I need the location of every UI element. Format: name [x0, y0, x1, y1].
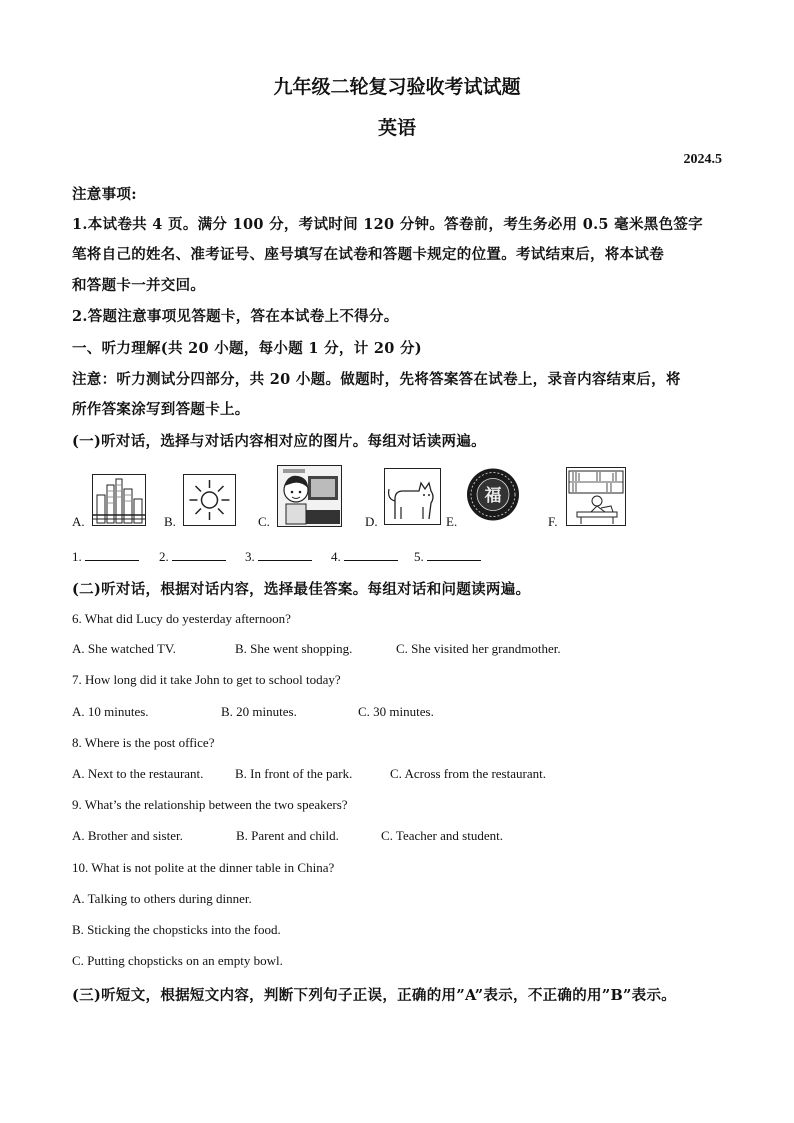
answer-blank-5[interactable] [414, 548, 481, 565]
boy-computer-icon [277, 465, 342, 527]
question-8: 8. Where is the post office? [72, 735, 215, 750]
city-buildings-icon [92, 474, 146, 526]
blank-number: 4. [331, 549, 341, 564]
q9-option-b[interactable]: B. Parent and child. [236, 828, 339, 843]
answer-blank-3[interactable] [245, 548, 312, 565]
q6-option-b[interactable]: B. She went shopping. [235, 641, 353, 656]
answer-blank-1[interactable] [72, 548, 139, 565]
notes-item1-line3: 和答题卡一并交回。 [72, 277, 206, 294]
exam-title: 九年级二轮复习验收考试试题 [273, 76, 521, 98]
notes-item1-line1: 1.本试卷共 4 页。满分 100 分，考试时间 120 分钟。答卷前，考生务必用 0.5 毫米黑色签字 [72, 216, 703, 233]
section1-note-line2: 所作答案涂写到答题卡上。 [72, 401, 250, 418]
question-10: 10. What is not polite at the dinner table in China? [72, 860, 335, 875]
svg-text:福: 福 [484, 486, 502, 506]
picture-a-label: A. [72, 514, 85, 529]
q6-option-a[interactable]: A. She watched TV. [72, 641, 176, 656]
fu-paper-cut-icon [466, 467, 520, 522]
picture-f-label: F. [548, 514, 558, 529]
q7-option-c[interactable]: C. 30 minutes. [358, 704, 434, 719]
picture-d-label: D. [365, 514, 378, 529]
part3-heading: (三)听短文，根据短文内容，判断下列句子正误，正确的用”A”表示，不正确的用”B”表示。 [72, 987, 677, 1004]
q9-option-c[interactable]: C. Teacher and student. [381, 828, 503, 843]
library-reading-icon [566, 467, 626, 526]
blank-number: 1. [72, 549, 82, 564]
picture-e-label: E. [446, 514, 458, 529]
q8-option-a[interactable]: A. Next to the restaurant. [72, 766, 204, 781]
q10-option-b[interactable]: B. Sticking the chopsticks into the food. [72, 922, 281, 937]
notes-item2: 2.答题注意事项见答题卡，答在本试卷上不得分。 [72, 308, 399, 325]
q7-option-b[interactable]: B. 20 minutes. [221, 704, 297, 719]
q9-option-a[interactable]: A. Brother and sister. [72, 828, 183, 843]
q10-option-a[interactable]: A. Talking to others during dinner. [72, 891, 252, 906]
exam-date: 2024.5 [683, 152, 722, 167]
subject-title: 英语 [377, 117, 416, 139]
question-6: 6. What did Lucy do yesterday afternoon? [72, 611, 291, 626]
blank-number: 3. [245, 549, 255, 564]
part2-heading: (二)听对话，根据对话内容，选择最佳答案。每组对话和问题读两遍。 [72, 581, 531, 598]
blank-number: 5. [414, 549, 424, 564]
answer-blank-4[interactable] [331, 548, 398, 565]
section1-note-line1: 注意：听力测试分四部分，共 20 小题。做题时，先将答案答在试卷上，录音内容结束后，将 [72, 371, 681, 388]
q8-option-c[interactable]: C. Across from the restaurant. [390, 766, 546, 781]
part1-heading: (一)听对话，选择与对话内容相对应的图片。每组对话读两遍。 [72, 433, 486, 450]
picture-c-label: C. [258, 514, 270, 529]
cat-icon [384, 468, 441, 525]
question-9: 9. What’s the relationship between the two speakers? [72, 797, 348, 812]
answer-blank-2[interactable] [159, 548, 226, 565]
blank-number: 2. [159, 549, 169, 564]
question-7: 7. How long did it take John to get to school today? [72, 672, 341, 687]
section1-heading: 一、听力理解(共 20 小题，每小题 1 分，计 20 分) [72, 340, 422, 357]
q8-option-b[interactable]: B. In front of the park. [235, 766, 353, 781]
q7-option-a[interactable]: A. 10 minutes. [72, 704, 149, 719]
picture-b-label: B. [164, 514, 176, 529]
notes-item1-line2: 笔将自己的姓名、准考证号、座号填写在试卷和答题卡规定的位置。考试结束后，将本试卷 [72, 246, 664, 263]
sun-icon [183, 474, 236, 526]
q6-option-c[interactable]: C. She visited her grandmother. [396, 641, 561, 656]
q10-option-c[interactable]: C. Putting chopsticks on an empty bowl. [72, 953, 283, 968]
notes-heading: 注意事项: [72, 186, 137, 203]
